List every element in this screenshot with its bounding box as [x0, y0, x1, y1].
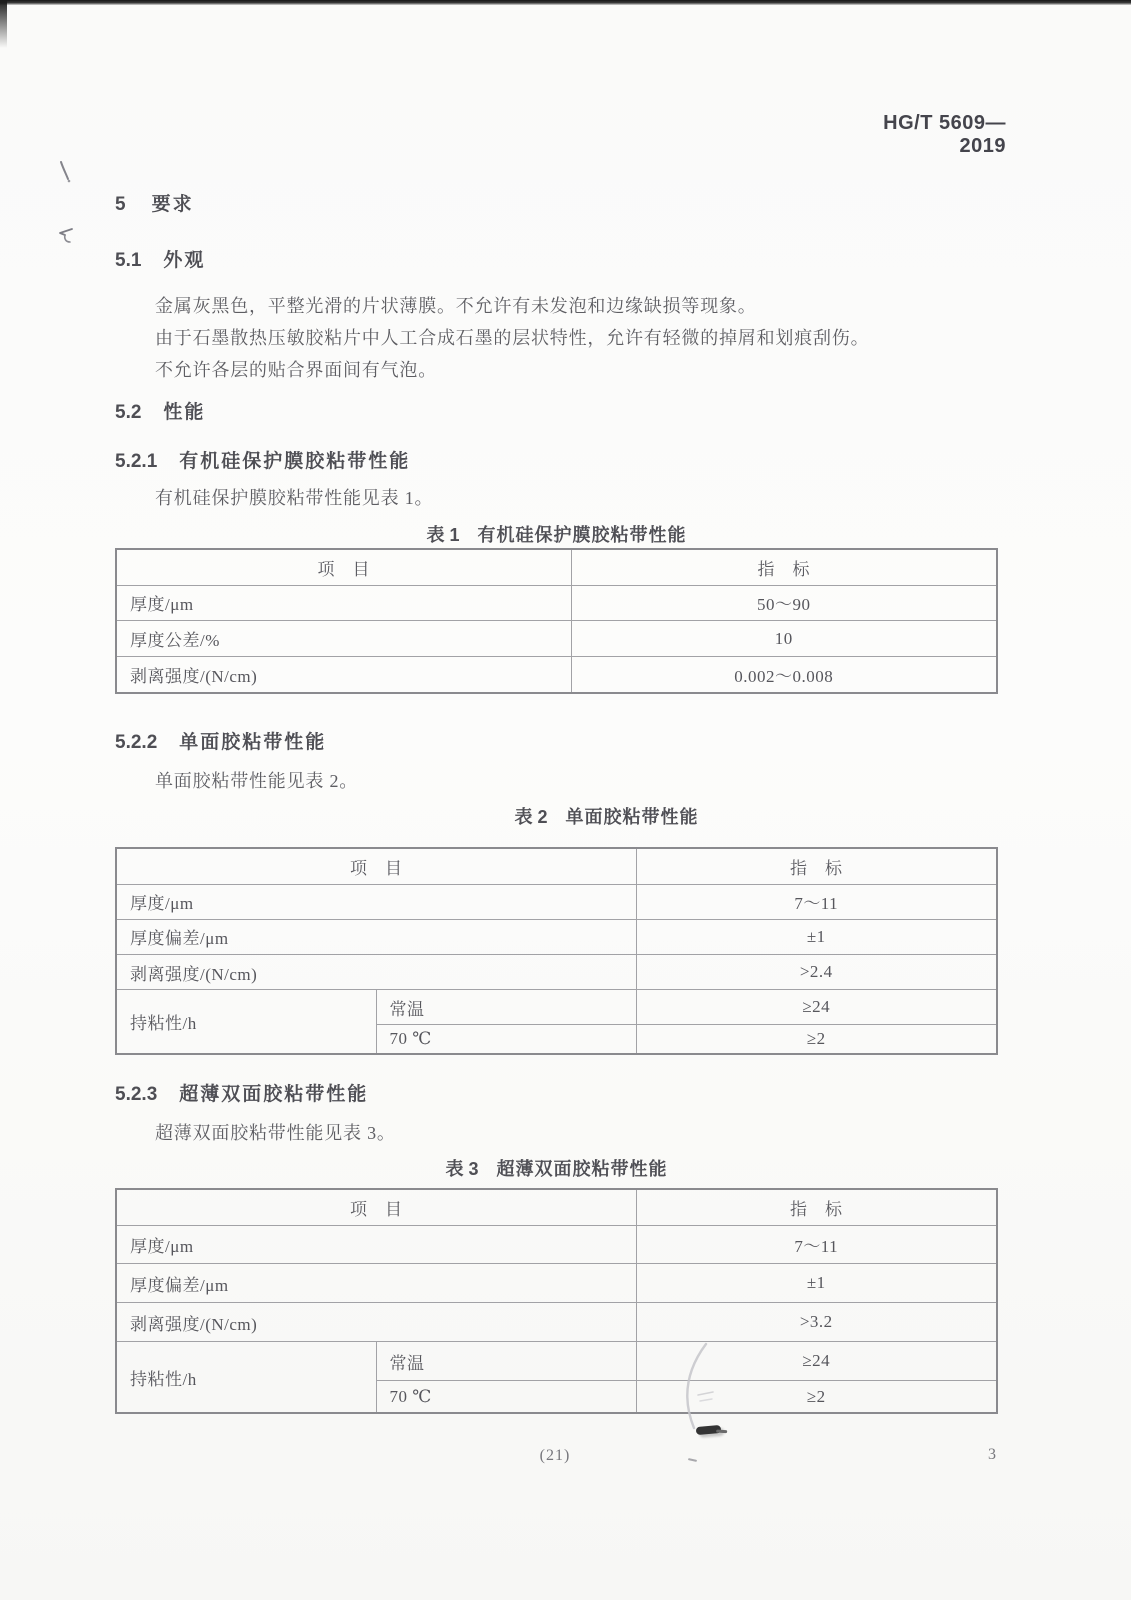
- table1-caption-title: 有机硅保护膜胶粘带性能: [477, 525, 687, 545]
- table3-caption: [115, 1155, 998, 1181]
- table3-row3-value: >3.2: [636, 1303, 997, 1342]
- table3-sub1-condition: 常温: [376, 1342, 636, 1381]
- table3-row3-item: 剥离强度/(N/cm): [116, 1303, 636, 1342]
- table-row: [116, 1264, 997, 1303]
- small-mark-artifact: [688, 1458, 697, 1462]
- section-title: 要求: [151, 194, 194, 215]
- appearance-paragraph-3: 不允许各层的贴合界面间有气泡。: [155, 360, 437, 380]
- section-title: 单面胶粘带性能: [179, 732, 327, 753]
- table-row: [116, 585, 997, 621]
- scan-edge-artifact: [0, 0, 1131, 5]
- table2-sub1-value: ≥24: [636, 990, 997, 1025]
- table-3: [115, 1188, 998, 1414]
- table-row: [116, 621, 997, 657]
- table1-row1-item: 厚度/μm: [116, 585, 571, 621]
- table1-row2-value: 10: [571, 621, 997, 657]
- footer-page-number: 3: [988, 1446, 996, 1463]
- table1-row1-value: 50～90: [571, 585, 997, 621]
- table2-sub1-condition: 常温: [376, 990, 636, 1025]
- appearance-paragraph-2: 由于石墨散热压敏胶粘片中人工合成石墨的层状特性，允许有轻微的掉屑和划痕刮伤。: [155, 328, 870, 348]
- table1-caption-label: 表 1: [426, 525, 460, 545]
- table3-sub2-value: ≥2: [636, 1381, 997, 1413]
- table2-row2-item: 厚度偏差/μm: [116, 919, 636, 954]
- table-row: [116, 919, 997, 954]
- table2-intro: 单面胶粘带性能见表 2。: [155, 771, 359, 791]
- table3-header-item: 项 目: [116, 1189, 636, 1225]
- table-row: [116, 1225, 997, 1264]
- appearance-paragraph-1: 金属灰黑色，平整光滑的片状薄膜。不允许有未发泡和边缘缺损等现象。: [155, 296, 757, 316]
- table1-header-item: 项 目: [116, 549, 571, 585]
- pencil-mark-icon: [57, 160, 73, 184]
- table1-header-index: 指 标: [571, 549, 997, 585]
- table3-row2-item: 厚度偏差/μm: [116, 1264, 636, 1303]
- table-row: [116, 848, 997, 884]
- table3-caption-title: 超薄双面胶粘带性能: [496, 1159, 668, 1179]
- section-heading-5-2-3: [115, 1079, 368, 1106]
- section-heading-5-1: [115, 245, 205, 272]
- table2-spanrow-item: 持粘性/h: [116, 990, 376, 1054]
- table-row: [116, 1342, 997, 1381]
- table2-header-index: 指 标: [636, 848, 997, 884]
- table-row: [116, 1189, 997, 1225]
- table3-row1-value: 7～11: [636, 1225, 997, 1264]
- ink-smudge-artifact: [696, 1425, 722, 1435]
- table3-spanrow-item: 持粘性/h: [116, 1342, 376, 1413]
- table2-row3-value: >2.4: [636, 954, 997, 989]
- section-heading-5-2: [115, 397, 205, 424]
- table1-row3-item: 剥离强度/(N/cm): [116, 657, 571, 693]
- table2-caption: [165, 803, 1048, 829]
- table2-row3-item: 剥离强度/(N/cm): [116, 954, 636, 989]
- table1-row3-value: 0.002～0.008: [571, 657, 997, 693]
- table1-intro: 有机硅保护膜胶粘带性能见表 1。: [155, 488, 434, 508]
- section-number: 5: [115, 194, 126, 215]
- table1-caption: [115, 521, 998, 547]
- table2-row2-value: ±1: [636, 919, 997, 954]
- pencil-check-icon: [56, 226, 76, 246]
- section-number: 5.1: [115, 250, 142, 271]
- section-heading-5-2-2: [115, 727, 326, 754]
- table2-row1-value: 7～11: [636, 884, 997, 919]
- table3-caption-label: 表 3: [445, 1159, 479, 1179]
- table-row: [116, 954, 997, 989]
- section-title: 外观: [163, 250, 206, 271]
- table-row: [116, 549, 997, 585]
- table3-row1-item: 厚度/μm: [116, 1225, 636, 1264]
- section-heading-5: [115, 189, 194, 216]
- table3-sub1-value: ≥24: [636, 1342, 997, 1381]
- pen-stroke-artifact: [668, 1338, 728, 1433]
- table3-row2-value: ±1: [636, 1264, 997, 1303]
- table2-caption-label: 表 2: [514, 807, 548, 827]
- section-title: 有机硅保护膜胶粘带性能: [179, 451, 411, 472]
- table-2: [115, 847, 998, 1055]
- table3-sub2-condition: 70 ℃: [376, 1381, 636, 1413]
- section-heading-5-2-1: [115, 446, 410, 473]
- section-number: 5.2.2: [115, 732, 158, 753]
- table-row: [116, 884, 997, 919]
- table2-sub2-condition: 70 ℃: [376, 1025, 636, 1054]
- table3-intro: 超薄双面胶粘带性能见表 3。: [155, 1123, 396, 1143]
- table1-row2-item: 厚度公差/%: [116, 621, 571, 657]
- section-number: 5.2: [115, 402, 142, 423]
- table-row: [116, 1303, 997, 1342]
- section-number: 5.2.3: [115, 1084, 158, 1105]
- standard-code: HG/T 5609—2019: [883, 112, 1006, 157]
- table2-sub2-value: ≥2: [636, 1025, 997, 1054]
- section-number: 5.2.1: [115, 451, 158, 472]
- table2-caption-title: 单面胶粘带性能: [565, 807, 699, 827]
- table-row: [116, 990, 997, 1025]
- section-title: 性能: [163, 402, 206, 423]
- table2-row1-item: 厚度/μm: [116, 884, 636, 919]
- footer-sequence-number: (21): [539, 1447, 571, 1464]
- section-title: 超薄双面胶粘带性能: [179, 1084, 369, 1105]
- table2-header-item: 项 目: [116, 848, 636, 884]
- table-row: [116, 657, 997, 693]
- table3-header-index: 指 标: [636, 1189, 997, 1225]
- scan-corner-artifact: [0, 0, 7, 48]
- table-1: [115, 548, 998, 694]
